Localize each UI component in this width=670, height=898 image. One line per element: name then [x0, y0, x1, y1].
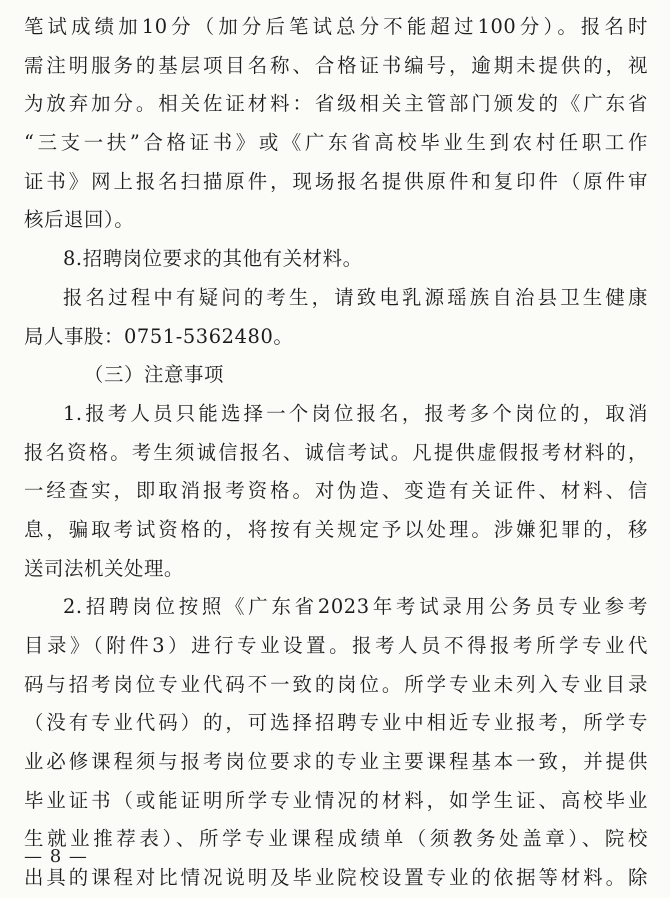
- text-line: 8.招聘岗位要求的其他有关材料。: [63, 247, 363, 271]
- text-line: 报名资格。考生须诚信报名、诚信考试。凡提供虚假报考材料的，: [24, 440, 648, 464]
- text-line: （没有专业代码）的，可选择招聘专业中相近专业报考，所学专: [24, 711, 648, 735]
- text-line: 核后退回）。: [24, 208, 135, 232]
- section-heading: （三）注意事项: [84, 363, 224, 387]
- text-line: 业必修课程须与报考岗位要求的专业主要课程基本一致，并提供: [24, 750, 648, 774]
- text-line: 局人事股：0751-5362480。: [24, 324, 294, 348]
- text-line: 码与招考岗位专业代码不一致的岗位。所学专业未列入专业目录: [24, 672, 648, 696]
- text-line: 1.报考人员只能选择一个岗位报名，报考多个岗位的，取消: [63, 401, 648, 425]
- text-line: 为放弃加分。相关佐证材料：省级相关主管部门颁发的《广东省: [24, 92, 648, 116]
- text-line: 一经查实，即取消报考资格。对伪造、变造有关证件、材料、信: [24, 479, 648, 503]
- text-line: “三支一扶”合格证书》或《广东省高校毕业生到农村任职工作: [24, 131, 648, 155]
- text-line: 毕业证书（或能证明所学专业情况的材料，如学生证、高校毕业: [24, 788, 648, 812]
- text-line: 报名过程中有疑问的考生，请致电乳源瑶族自治县卫生健康: [63, 285, 648, 309]
- text-line: 出具的课程对比情况说明及毕业院校设置专业的依据等材料。除: [24, 866, 648, 890]
- text-line: 目录》（附件3）进行专业设置。报考人员不得报考所学专业代: [24, 634, 648, 657]
- text-line: 需注明服务的基层项目名称、合格证书编号，逾期未提供的，视: [24, 53, 648, 77]
- page-number: — 8 —: [24, 846, 88, 867]
- text-line: 息，骗取考试资格的，将按有关规定予以处理。涉嫌犯罪的，移: [24, 517, 648, 541]
- text-line: 送司法机关处理。: [24, 556, 184, 580]
- text-line: 生就业推荐表）、所学专业课程成绩单（须教务处盖章）、院校: [24, 827, 648, 851]
- text-line: 2.招聘岗位按照《广东省2023年考试录用公务员专业参考: [63, 595, 648, 619]
- text-line: 证书》网上报名扫描原件，现场报名提供原件和复印件（原件审: [24, 169, 648, 193]
- text-line: 笔试成绩加10分（加分后笔试总分不能超过100分）。报名时: [24, 15, 648, 38]
